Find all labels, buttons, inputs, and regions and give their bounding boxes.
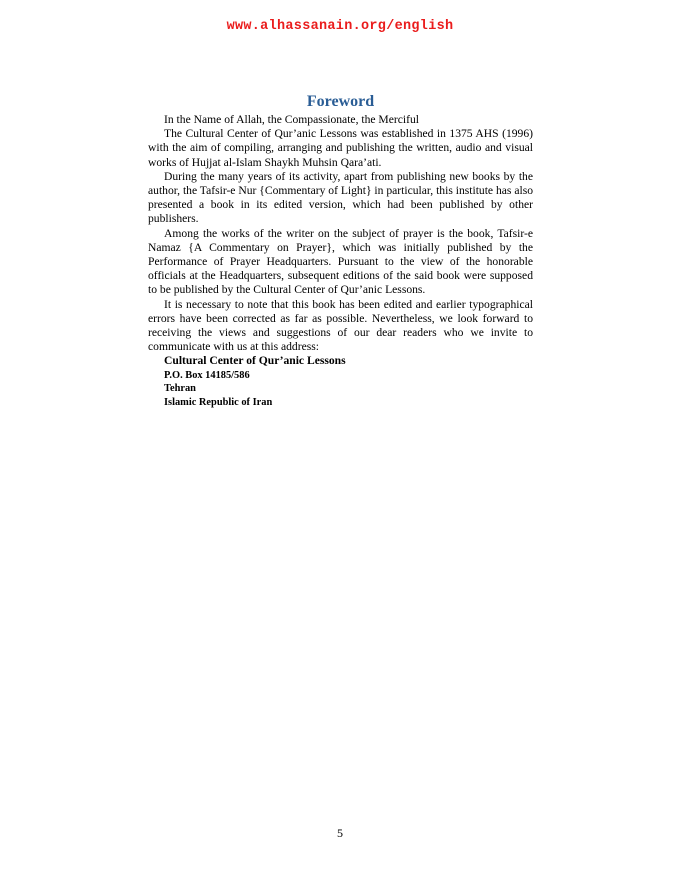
document-body [148, 92, 533, 409]
page-title: Foreword [306, 93, 375, 110]
address-po-box: P.O. Box 14185/586 [164, 369, 250, 381]
address-organization: Cultural Center of Qur’anic Lessons [164, 354, 346, 368]
paragraph-editing-note: It is necessary to note that this book has been edited and earlier typographical errors have been corrected as far as possible. Nevertheless, we look forward to receiving the views and suggestions of our dear readers who we invite to communicate with us at this address: [148, 297, 533, 354]
site-url-header[interactable]: www.alhassanain.org/english [226, 19, 454, 34]
paragraph-activity: During the many years of its activity, apart from publishing new books by the author, the Tafsir-e Nur {Commentary of Light} in particular, this institute has also presented a book in its edited version, which had been published by other publishers. [148, 169, 534, 226]
address-country: Islamic Republic of Iran [164, 396, 273, 408]
address-city: Tehran [164, 383, 196, 395]
page-number: 5 [337, 826, 343, 840]
contact-address [148, 354, 533, 409]
paragraph-invocation: In the Name of Allah, the Compassionate, the Merciful [164, 113, 419, 126]
paragraph-prayer-book: Among the works of the writer on the subject of prayer is the book, Tafsir-e Namaz {A Commentary on Prayer}, which was initially published by the Performance of Prayer Headquarters. Pursuant to the view of the honorable officials at the Headquarters, subsequent editions of the said book were supposed to be published by the Cultural Center of Qur’anic Lessons. [148, 226, 533, 297]
paragraph-establishment: The Cultural Center of Qur’anic Lessons was established in 1375 AHS (1996) with the aim of compiling, arranging and publishing the written, audio and visual works of Hujjat al-Islam Shaykh Muhsin Qara’ati. [148, 127, 533, 169]
